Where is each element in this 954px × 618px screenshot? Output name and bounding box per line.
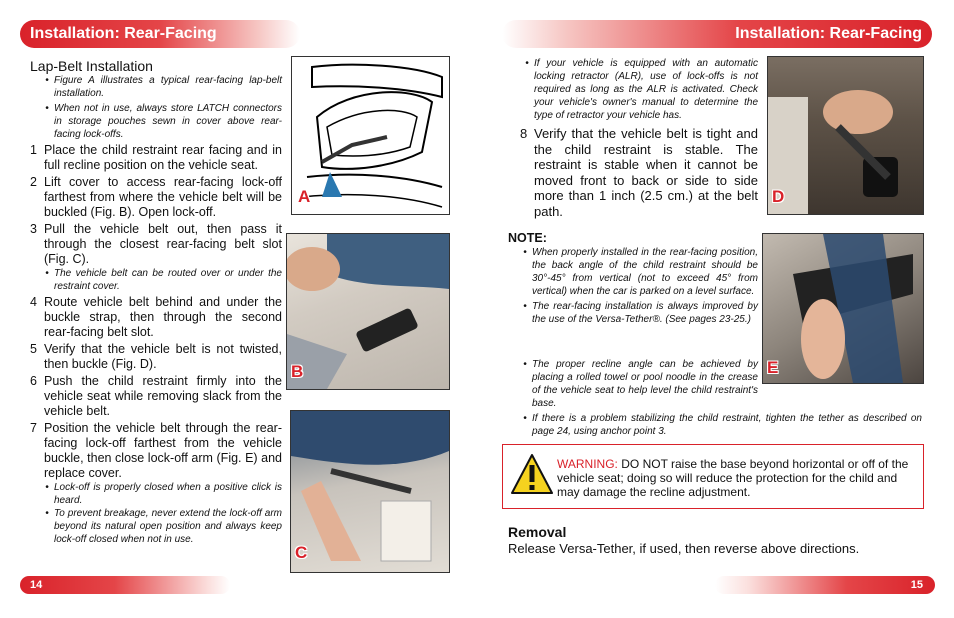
warning-label: WARNING:	[557, 457, 618, 471]
figure-label-b: B	[291, 362, 304, 381]
step-4: 4 Route vehicle belt behind and under the buckle strap, then through the second rear-facing belt slot.	[30, 295, 282, 339]
step-2: 2 Lift cover to access rear-facing lock-off farthest from where the vehicle belt will be buckled (Fig. B). Open lock-off.	[30, 175, 282, 219]
removal-block	[508, 524, 922, 556]
removal-title: Removal	[508, 524, 567, 540]
figure-d-photo	[767, 56, 924, 215]
note-bullet: • If there is a problem stabilizing the child restraint, tighten the tether as described on page 24, using anchor point 3.	[523, 413, 922, 437]
alr-bullet: • If your vehicle is equipped with an automatic locking retractor (ALR), use of lock-offs is not required as long as the ALR is activated. Check your vehicle's owner's manual to determine the type of retractor your vehicle has.	[525, 58, 758, 121]
left-text-column	[30, 58, 282, 546]
step-7: 7 Position the vehicle belt through the rear-facing lock-off farthest from the vehicle buckle, then close lock-off arm (Fig. E) and replace cover.	[30, 421, 282, 480]
warning-body: DO NOT raise the base beyond horizontal or off of the vehicle seat; doing so will reduce the protection for the child and may damage the recline adjustment.	[557, 457, 909, 499]
intro-bullet: • Figure A illustrates a typical rear-facing lap-belt installation.	[45, 75, 282, 99]
figure-b-photo	[286, 233, 450, 390]
section-title: Lap-Belt Installation	[30, 58, 153, 74]
step-7-note: • To prevent breakage, never extend the lock-off arm beyond its natural open position and always keep lock-off closed when not in use.	[45, 508, 282, 545]
step-8: 8 Verify that the vehicle belt is tight and the child restraint is stable. The restraint is stable when it cannot be moved front to back or side to side more than 1 inch (2.5 cm.) at the belt path.	[520, 126, 758, 219]
note-bullet: • The rear-facing installation is always improved by the use of the Versa-Tether®. (See pages 23-25.)	[523, 301, 758, 325]
belt-slot-photo-art	[291, 411, 449, 572]
step-1: 1 Place the child restraint rear facing and in full recline position on the vehicle seat.	[30, 143, 282, 172]
step-5: 5 Verify that the vehicle belt is not twisted, then buckle (Fig. D).	[30, 342, 282, 371]
warning-box	[502, 444, 924, 509]
figure-c-photo	[290, 410, 450, 573]
right-page-header: Installation: Rear-Facing	[502, 20, 932, 48]
note-title: NOTE:	[508, 231, 547, 245]
step-3-note: • The vehicle belt can be routed over or under the restraint cover.	[45, 268, 282, 292]
step-7-note: • Lock-off is properly closed when a positive click is heard.	[45, 482, 282, 506]
note-bullet: • The proper recline angle can be achieved by placing a rolled towel or pool noodle in the crease of the vehicle seat to help level the child restraint's base.	[523, 359, 758, 409]
step-3: 3 Pull the vehicle belt out, then pass it through the closest rear-facing belt slot (Fig. C).	[30, 222, 282, 266]
figure-label-c: C	[295, 543, 308, 562]
warning-text	[557, 457, 917, 499]
note-block	[508, 231, 758, 326]
figure-e-photo	[762, 233, 924, 384]
right-page-number: 15	[715, 576, 935, 594]
left-page-header: Installation: Rear-Facing	[20, 20, 300, 48]
lift-cover-photo-art	[287, 234, 449, 389]
note-bullet: • When properly installed in the rear-facing position, the back angle of the child restraint should be 30°-45° from vertical (not to exceed 45° from vertical) when the car is parked on a level surface.	[523, 247, 758, 297]
figure-a-illustration	[291, 56, 450, 215]
figure-label-d: D	[772, 187, 785, 206]
lock-off-photo-art	[763, 234, 923, 383]
buckle-photo-art	[768, 57, 923, 214]
removal-text: Release Versa-Tether, if used, then reverse above directions.	[508, 541, 860, 556]
right-top-column	[520, 57, 758, 219]
step-6: 6 Push the child restraint firmly into the vehicle seat while removing slack from the vehicle belt.	[30, 374, 282, 418]
intro-bullet: • When not in use, always store LATCH connectors in storage pouches sewn in cover above rear-facing lock-offs.	[45, 103, 282, 140]
figure-label-a: A	[298, 187, 311, 206]
figure-label-e: E	[767, 358, 779, 377]
warning-triangle-icon	[511, 453, 553, 495]
left-page-number: 14	[20, 576, 230, 594]
car-seat-line-drawing	[292, 57, 449, 214]
